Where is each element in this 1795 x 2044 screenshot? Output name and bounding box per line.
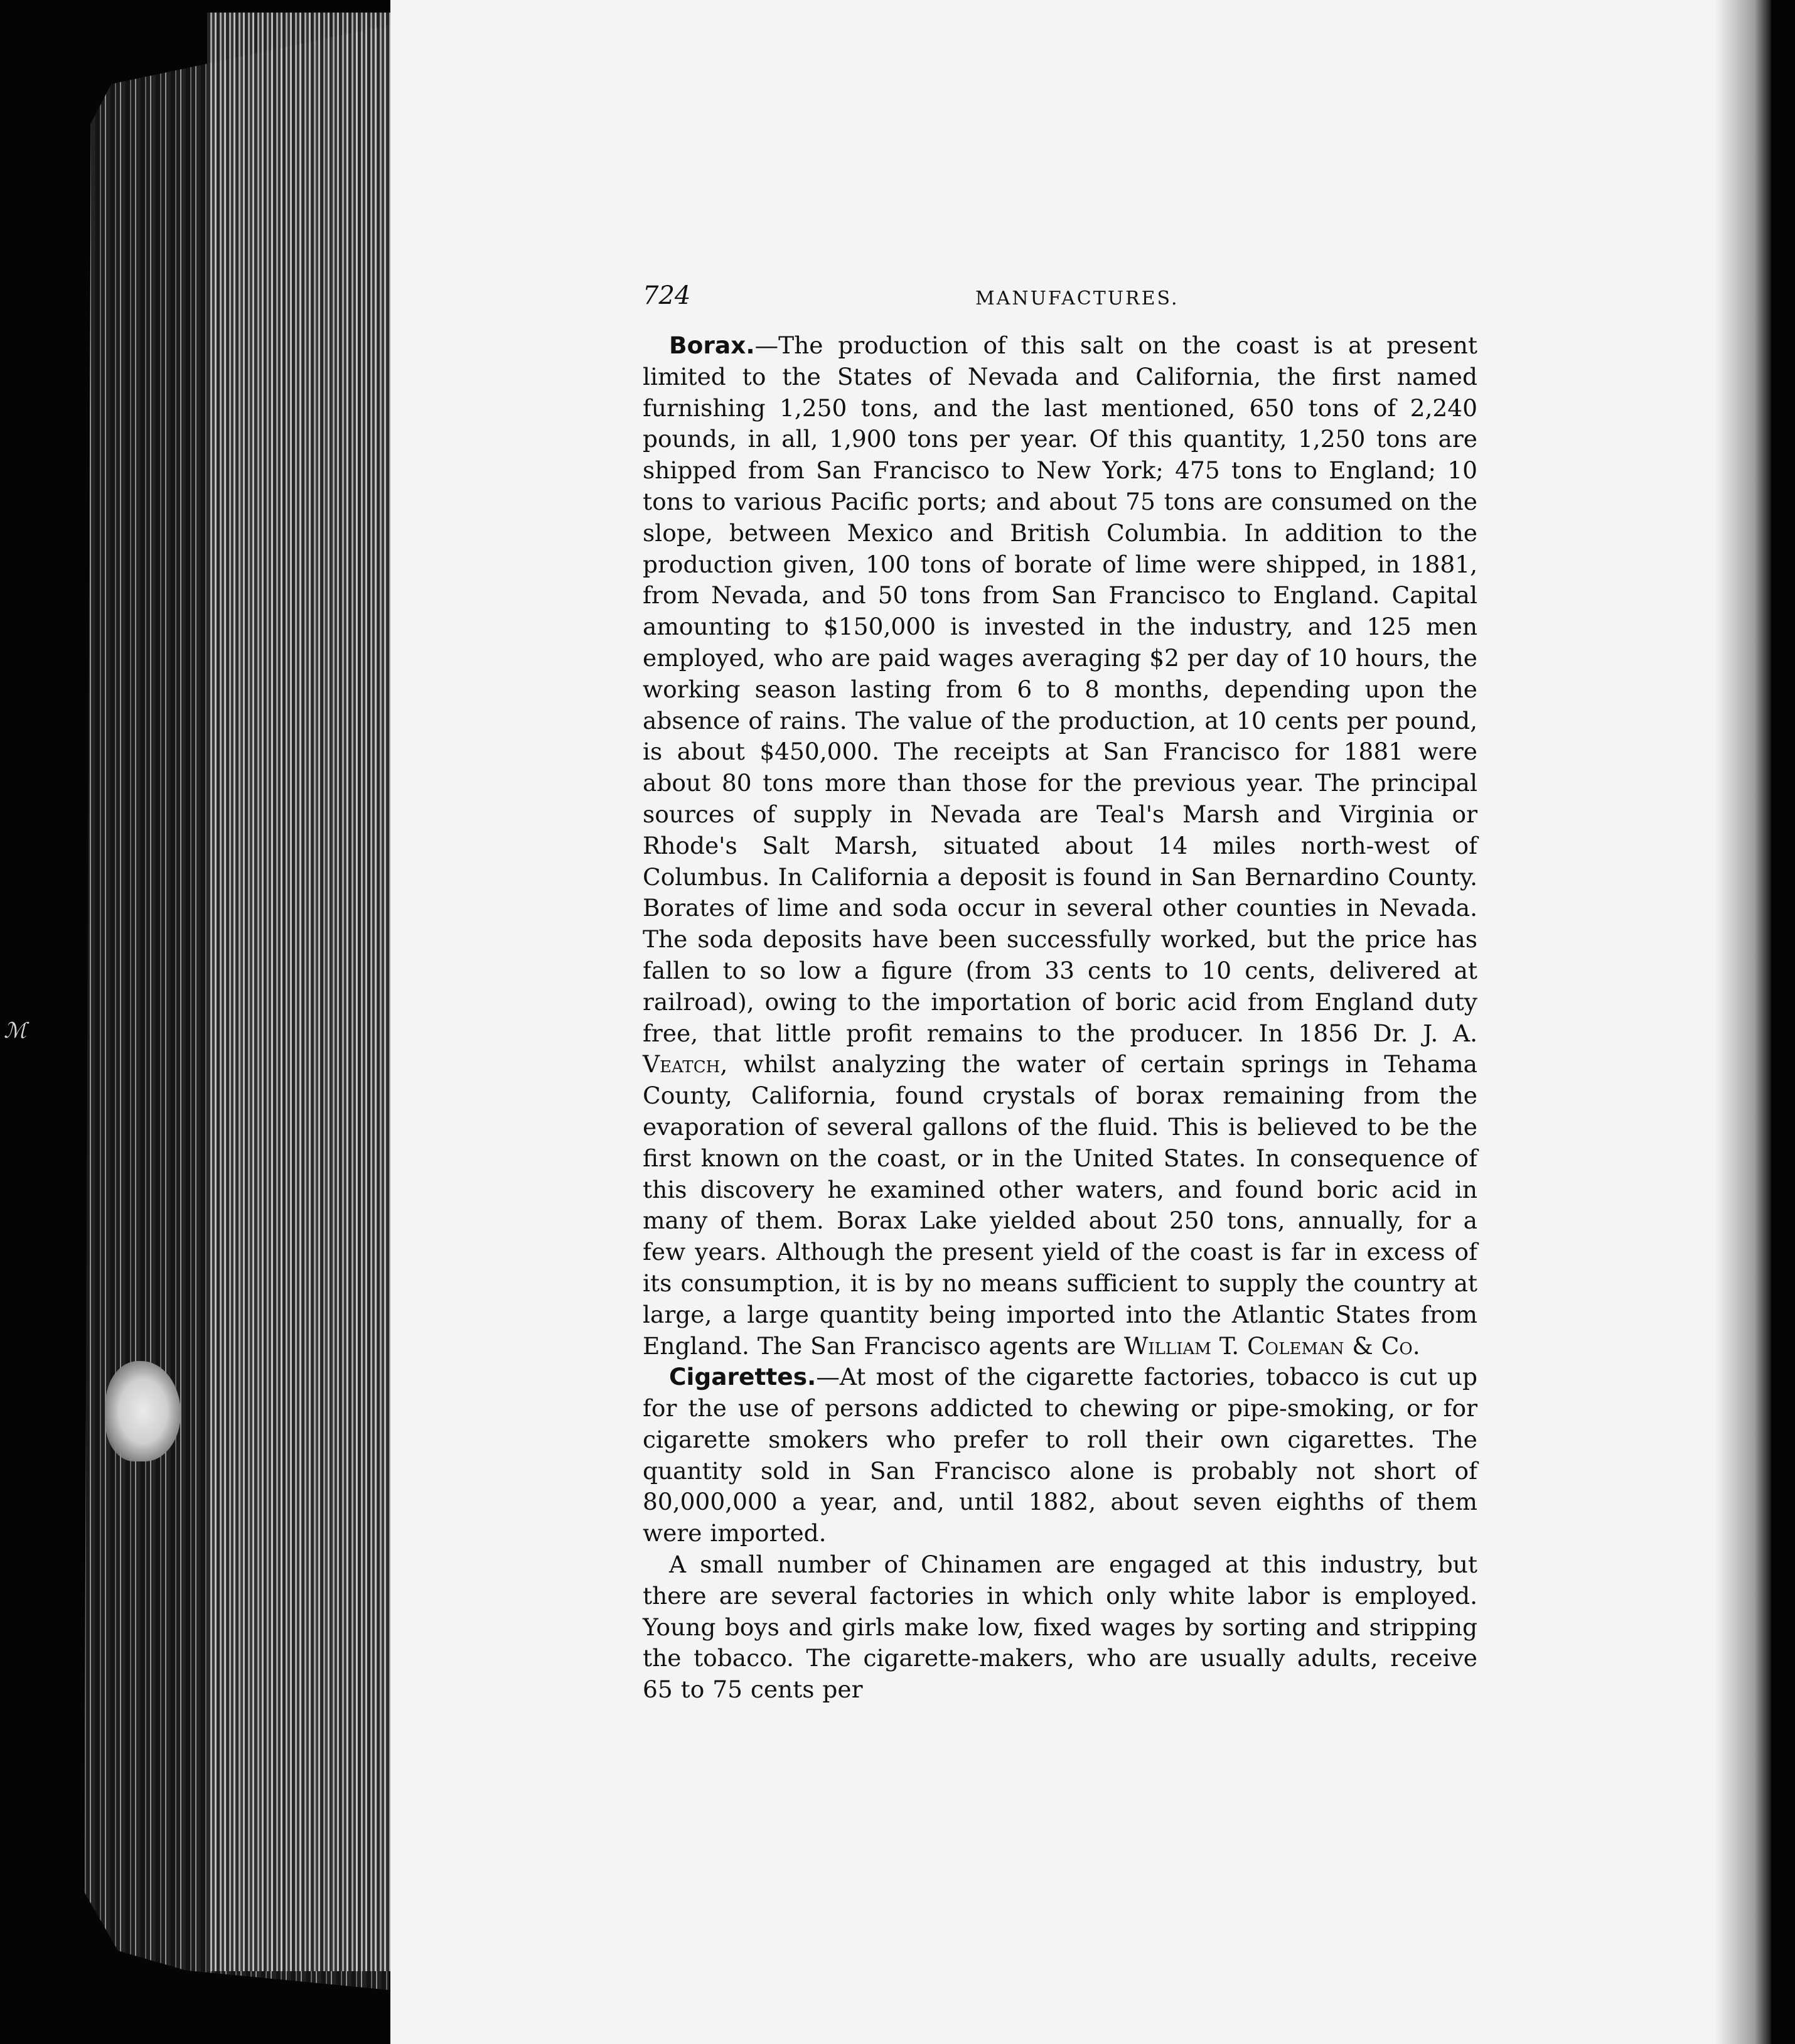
- gutter-shadow: [1715, 0, 1771, 2044]
- paragraph-borax: [643, 330, 1477, 1362]
- cigarettes-lead: Cigarettes.: [669, 1363, 817, 1391]
- name-coleman: William T. Coleman & Co.: [1123, 1331, 1420, 1360]
- paragraph-chinamen: [643, 1549, 1477, 1706]
- borax-text-2: , whilst analyzing the water of certain springs in Tehama County, California, found crystals of borax remaining from the evaporation of several gallons of the fluid. This is believed to be the first known on the coast, or in the United States. In consequence of this discovery he examined other waters, and found boric acid in many of them. Borax Lake yielded about 250 tons, annually, for a few years. Although the present yield of the coast is far in excess of its consumption, it is by no means sufficient to supply the country at large, a large quantity being imported into the Atlantic States from England. The San Francisco agents are: [643, 1050, 1477, 1360]
- borax-text-1: —The production of this salt on the coast is at present limited to the States of Nevada and California, the first named furnishing 1,250 tons, and the last mentioned, 650 tons of 2,240 pounds, in all, 1,900 tons per year. Of this quantity, 1,250 tons are shipped from San Francisco to New York; 475 tons to England; 10 tons to various Pacific ports; and about 75 tons are consumed on the slope, between Mexico and British Columbia. In addition to the production given, 100 tons of borate of lime were shipped, in 1881, from Nevada, and 50 tons from San Francisco to England. Capital amounting to $150,000 is invested in the industry, and 125 men employed, who are paid wages averaging $2 per day of 10 hours, the working season lasting from 6 to 8 months, depending upon the absence of rains. The value of the production, at 10 cents per pound, is about $450,000. The receipts at San Francisco for 1881 were about 80 tons more than those for the previous year. The principal sources of supply in Nevada are Teal's Marsh and Virginia or Rhode's Salt Marsh, situated about 14 miles north-west of Columbus. In California a deposit is found in San Bernardino County. Borates of lime and soda occur in several other counties in Nevada. The soda deposits have been successfully worked, but the price has fallen to so low a figure (from 33 cents to 10 cents, delivered at railroad), owing to the importation of boric acid from England duty free, that little profit remains to the producer. In 1856 Dr.: [643, 331, 1477, 1047]
- cigarettes-text: —At most of the cigarette factories, tobacco is cut up for the use of persons addicted to chewing or pipe-smoking, or for cigarette smokers who prefer to roll their own cigarettes. The quantity sold in San Francisco alone is probably not short of 80,000,000 a year, and, until 1882, about seven eighths of them were imported.: [643, 1363, 1477, 1547]
- borax-lead: Borax.: [669, 331, 755, 359]
- book-page-edges-inner: [207, 13, 395, 1971]
- margin-mark: ℳ: [4, 1018, 27, 1043]
- name-veatch: J. A. Veatch: [643, 1019, 1477, 1078]
- running-head-title: MANUFACTURES.: [975, 288, 1179, 309]
- running-head: [643, 281, 1477, 319]
- page-content: [643, 281, 1477, 1706]
- page-number: 724: [643, 281, 691, 310]
- paragraph-cigarettes: [643, 1362, 1477, 1549]
- chinamen-text: A small number of Chinamen are engaged at this industry, but there are several factories in which only white labor is employed. Young boys and girls make low, fixed wages by sorting and stripping the tobacco. The cigarette-makers, who are usually adults, receive 65 to 75 cents per: [643, 1551, 1477, 1704]
